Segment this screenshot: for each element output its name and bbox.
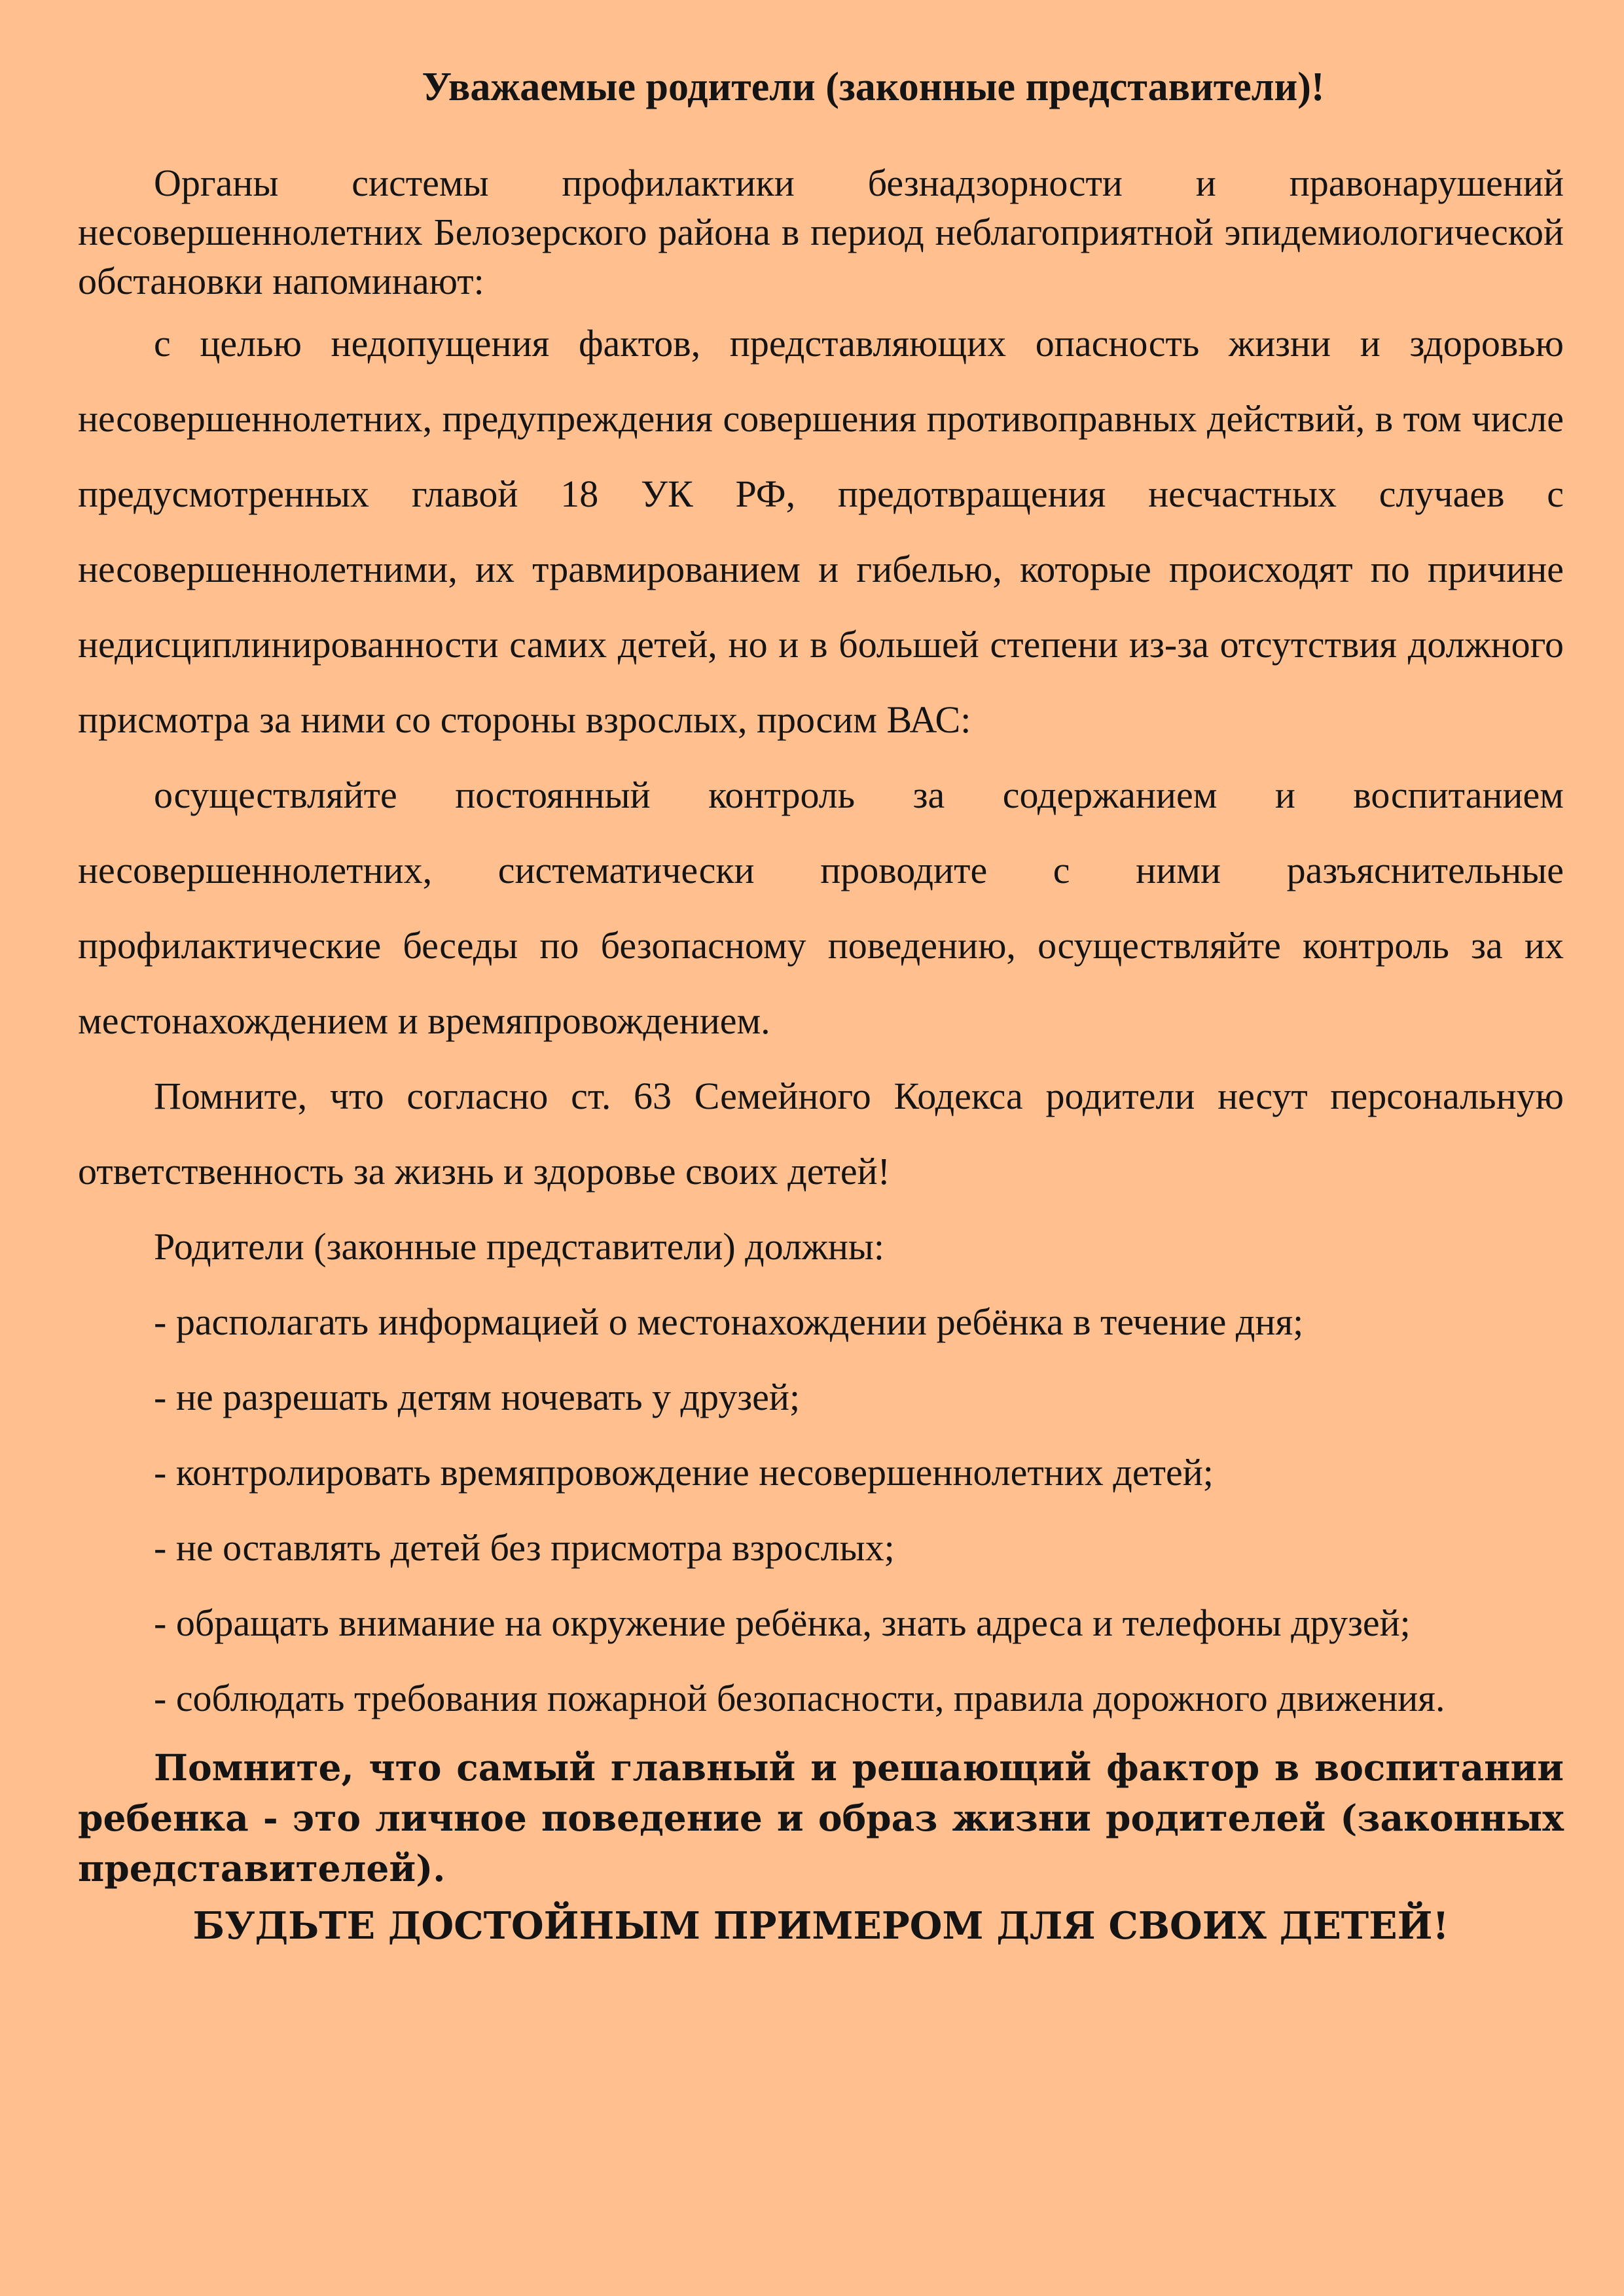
intro-paragraph: Органы системы профилактики безнадзорности и правонарушений несовершеннолетних Белозерского района в период неблагоприятной эпидемиологической обстановки напоминают: (78, 162, 1564, 302)
request-paragraph: с целью недопущения фактов, представляющих опасность жизни и здоровью несовершеннолетних, предупреждения совершения противоправных действий, в том числе предусмотренных главой 18 УК РФ, предотвращения несчастных случаев с несовершеннолетними, их травмированием и гибелью, которые происходят по причине недисциплинированности самих детей, но и в большей степени из-за отсутствия должного присмотра за ними со стороны взрослых, просим ВАС: (78, 322, 1564, 741)
duty-item: - соблюдать требования пожарной безопасности, правила дорожного движения. (154, 1677, 1445, 1719)
final-slogan: БУДЬТЕ ДОСТОЙНЫМ ПРИМЕРОМ ДЛЯ СВОИХ ДЕТЕЙ! (192, 1904, 1449, 1948)
duty-item: - обращать внимание на окружение ребёнка, знать адреса и телефоны друзей; (154, 1602, 1411, 1644)
duty-item: - не разрешать детям ночевать у друзей; (154, 1376, 801, 1418)
duty-item: - контролировать времяпровождение несовершеннолетних детей; (154, 1451, 1214, 1494)
document-page (78, 59, 1564, 1959)
duties-list (78, 1284, 1564, 1736)
document-title: Уважаемые родители (законные представители)! (422, 65, 1325, 109)
family-code-paragraph: Помните, что согласно ст. 63 Семейного Кодекса родители несут персональную ответственность за жизнь и здоровье своих детей! (78, 1075, 1564, 1193)
closing-paragraph: Помните, что самый главный и решающий фактор в воспитании ребенка - это личное поведение и образ жизни родителей (законных представителей). (78, 1746, 1564, 1890)
control-paragraph: осуществляйте постоянный контроль за содержанием и воспитанием несовершеннолетних, систематически проводите с ними разъяснительные профилактические беседы по безопасному поведению, осуществляйте контроль за их местонахождением и времяпровождением. (78, 774, 1564, 1042)
duties-heading: Родители (законные представители) должны: (154, 1225, 885, 1268)
duty-item: - не оставлять детей без присмотра взрослых; (154, 1526, 895, 1569)
duty-item: - располагать информацией о местонахождении ребёнка в течение дня; (154, 1300, 1304, 1343)
